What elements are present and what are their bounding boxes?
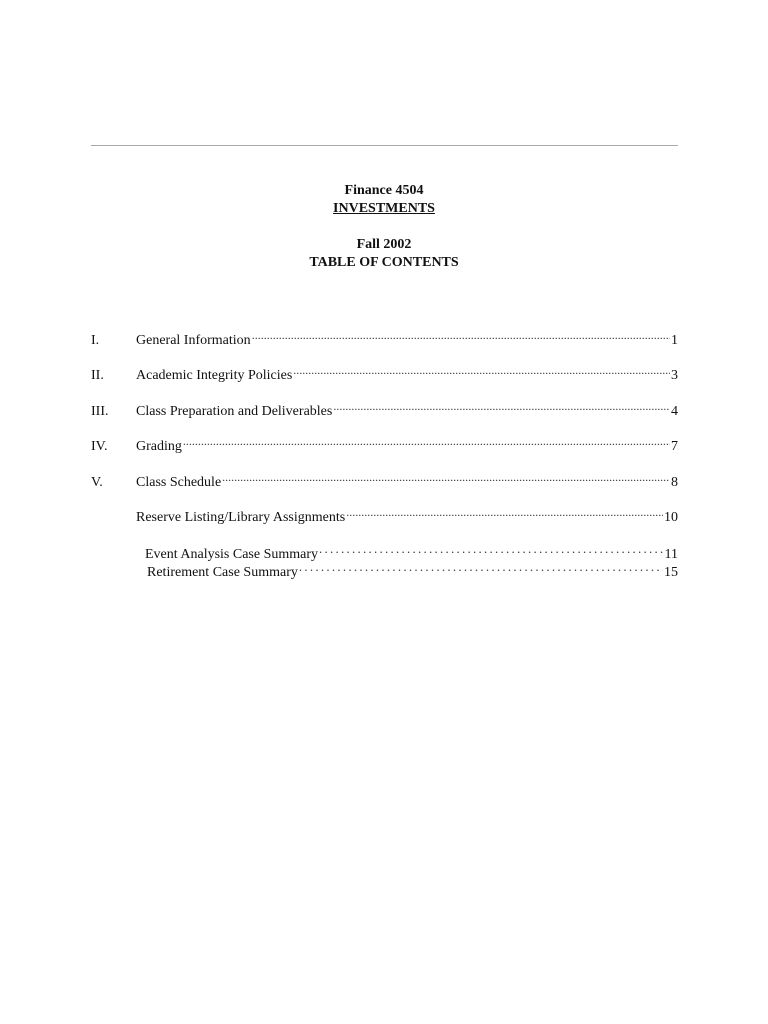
toc-entry-label: Class Schedule [136,475,222,490]
toc-dot-leader [222,468,670,486]
toc-entry-page: 4 [671,404,678,419]
toc-entry-page: 11 [664,547,678,562]
toc-dot-leader [319,540,663,558]
toc-entry-label: Class Preparation and Deliverables [136,404,333,419]
toc-dot-leader [252,326,670,344]
toc-dot-leader [346,503,663,521]
toc-entry-page: 1 [671,333,678,348]
toc-dot-leader [293,361,670,379]
toc-entry-number: IV. [91,439,108,454]
toc-entry-reserve-listing [91,503,678,525]
toc-entry-number: III. [91,404,109,419]
toc-entry-page: 15 [664,565,678,580]
top-horizontal-rule [91,145,678,146]
toc-entry-class-schedule [91,468,678,490]
course-term: Fall 2002 [356,237,412,252]
toc-dot-leader [183,432,670,450]
toc-entry-event-analysis [91,540,678,562]
toc-entry-academic-integrity [91,361,678,383]
toc-entry-retirement-case [91,558,678,580]
toc-entry-label: Grading [136,439,182,454]
toc-entry-page: 3 [671,368,678,383]
toc-entry-label: Reserve Listing/Library Assignments [136,510,346,525]
toc-entry-class-preparation [91,397,678,419]
toc-entry-label: Retirement Case Summary [147,565,298,580]
toc-dot-leader [333,397,670,415]
toc-heading: TABLE OF CONTENTS [309,255,459,270]
toc-entry-number: II. [91,368,104,383]
toc-dot-leader [299,558,663,576]
toc-entry-grading [91,432,678,454]
toc-entry-page: 7 [671,439,678,454]
toc-entry-page: 8 [671,475,678,490]
course-title: INVESTMENTS [333,201,435,216]
toc-entry-label: Academic Integrity Policies [136,368,293,383]
toc-entry-label: Event Analysis Case Summary [145,547,319,562]
toc-entry-number: V. [91,475,103,490]
toc-entry-page: 10 [664,510,678,525]
course-number: Finance 4504 [344,183,424,198]
toc-entry-label: General Information [136,333,251,348]
toc-entry-number: I. [91,333,100,348]
toc-entry-general-information [91,326,678,348]
